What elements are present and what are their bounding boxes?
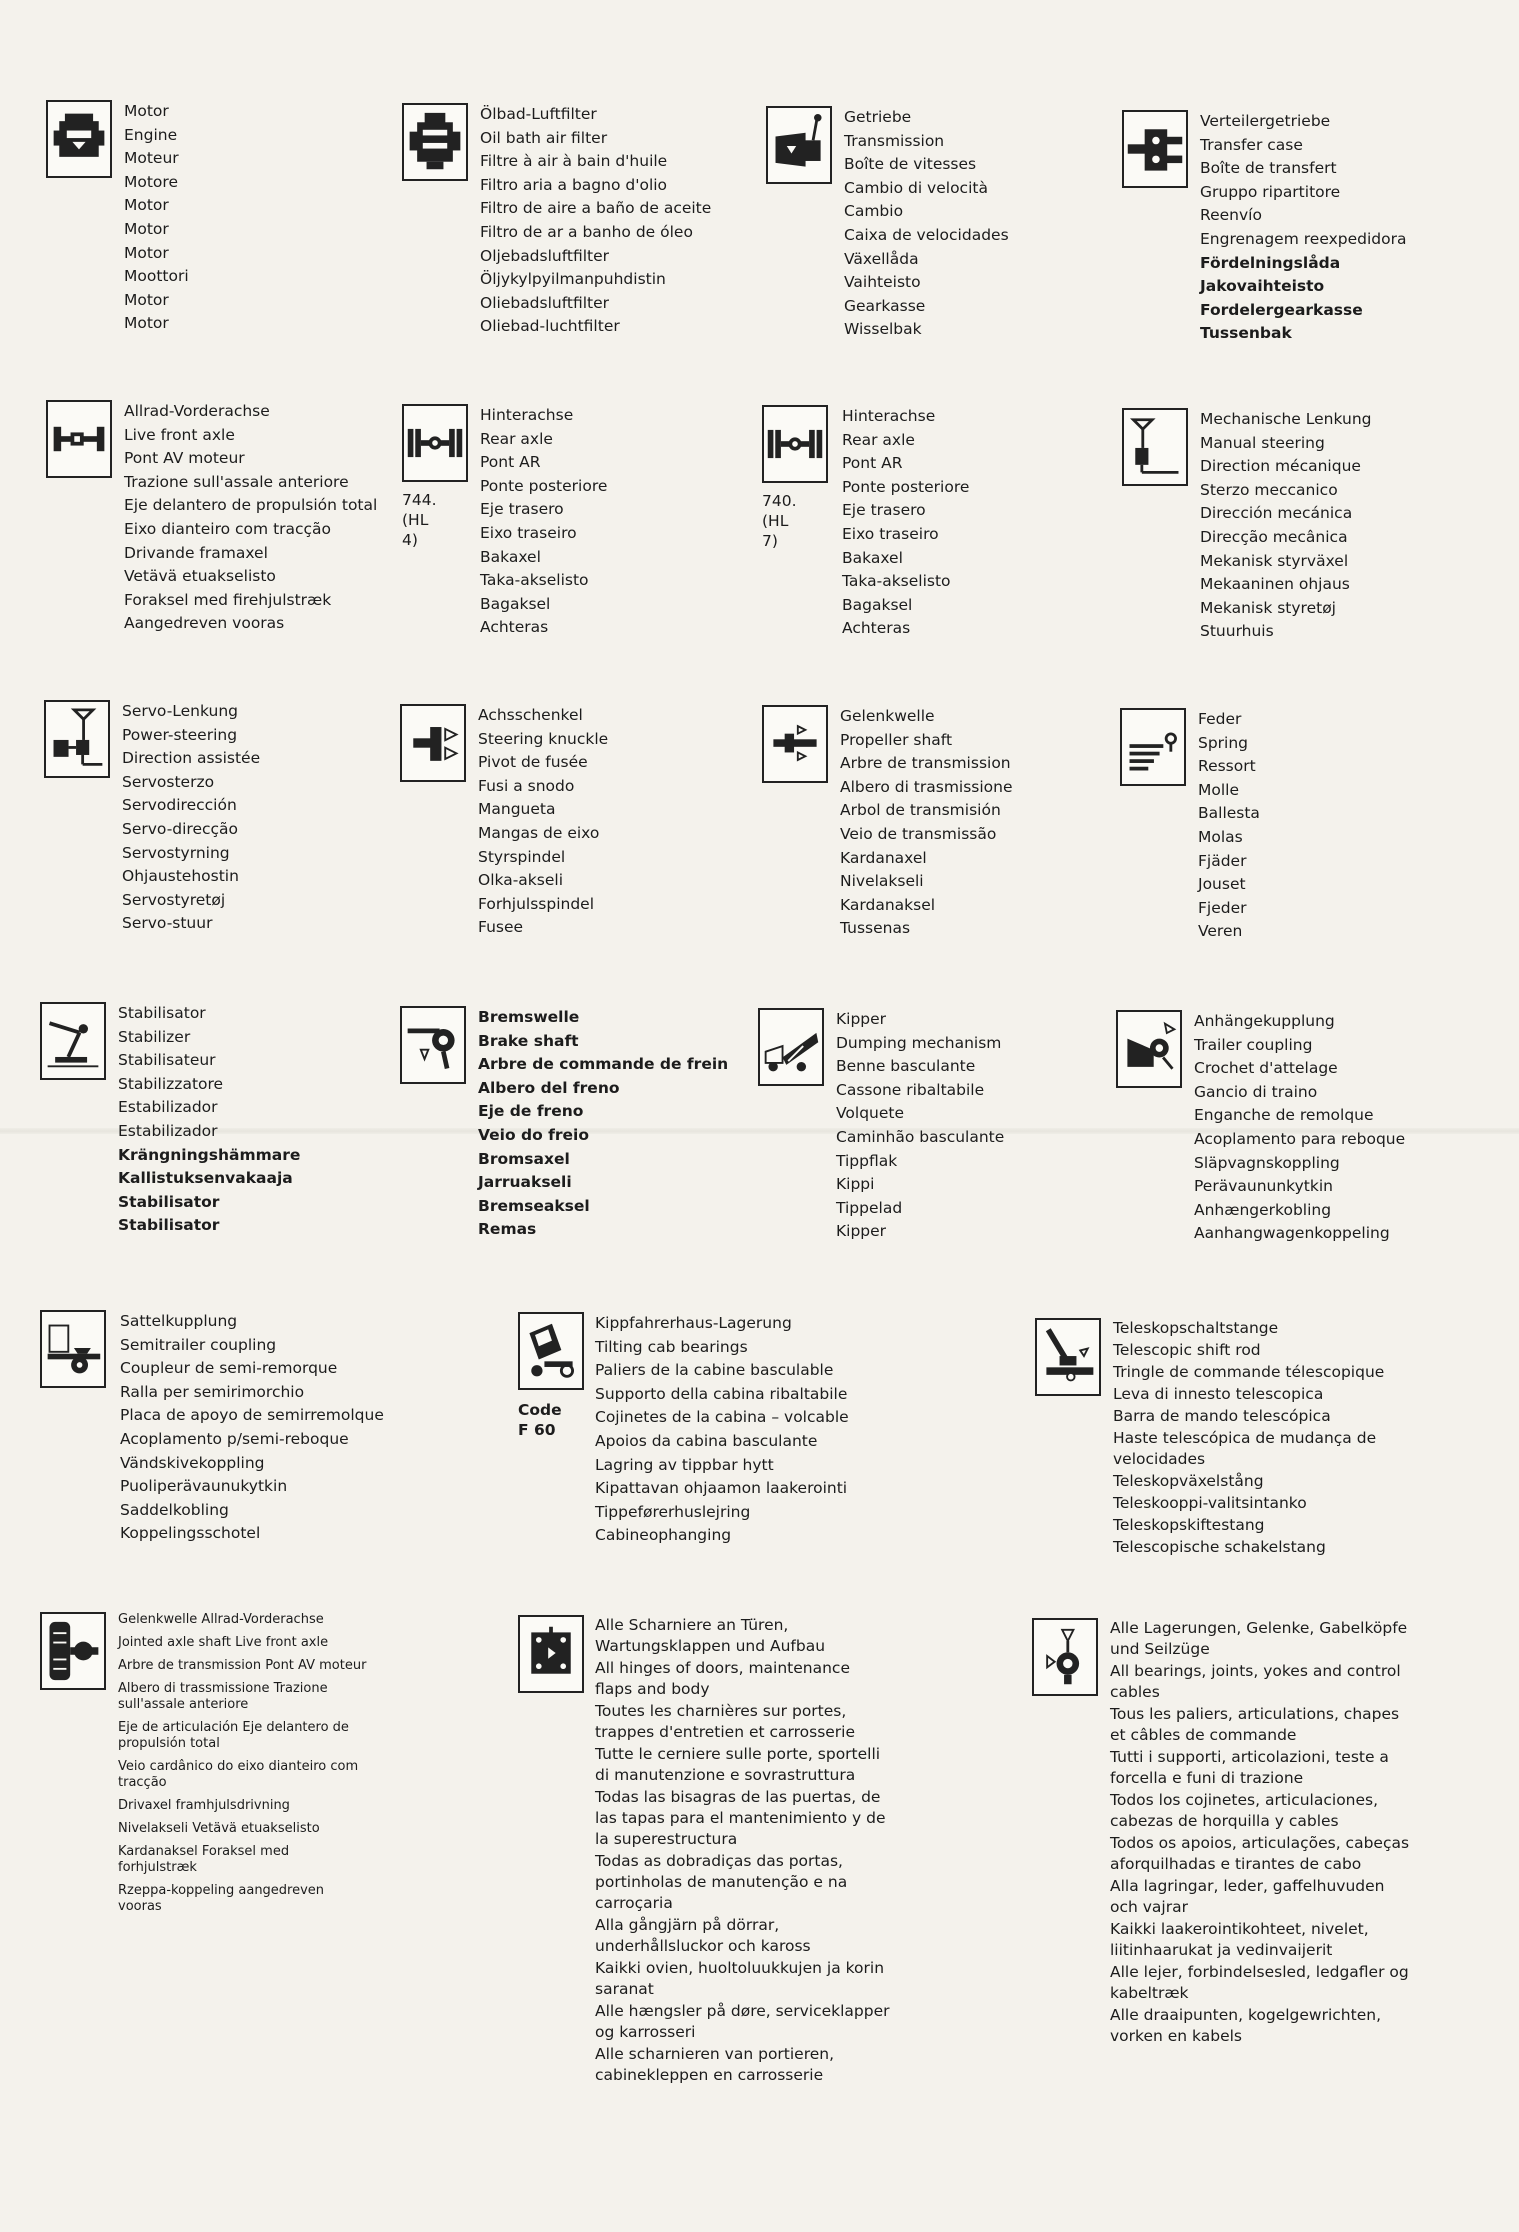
term: Ponte posteriore [480, 476, 608, 495]
term: Kipattavan ohjaamon laakerointi [595, 1479, 848, 1498]
term: Transfer case [1200, 135, 1303, 154]
term: Steering knuckle [478, 729, 609, 748]
term: Servodirección [122, 796, 237, 815]
term: Nivelakseli Vetävä etuakselisto [118, 1821, 320, 1836]
term: Tutte le cerniere sulle porte, sportelli di manutenzione e sovrastruttura [595, 1745, 881, 1784]
term: Alla lagringar, leder, gaffelhuvuden och vajrar [1110, 1877, 1385, 1916]
term: Teleskopskiftestang [1113, 1516, 1265, 1534]
term: Eje de freno [478, 1102, 584, 1121]
term: Engrenagem reexpedidora [1200, 229, 1407, 248]
term: Aangedreven vooras [124, 614, 285, 633]
model-code [518, 1400, 562, 1440]
term: Veio de transmissão [840, 824, 997, 843]
term: Paliers de la cabine basculable [595, 1361, 834, 1380]
term: Trazione sull'assale anteriore [124, 472, 349, 491]
term: Engine [124, 125, 178, 144]
term: Ressort [1198, 757, 1256, 776]
term-list [1110, 1618, 1410, 2048]
term: Getriebe [844, 108, 912, 126]
term: Bromsaxel [478, 1149, 570, 1168]
term: Tussenbak [1200, 324, 1292, 343]
term: Bagaksel [842, 595, 913, 614]
term: Kardanaksel [840, 895, 936, 914]
oil-bath-air-filter-icon [402, 103, 468, 181]
term: Kaikki ovien, huoltoluukkujen ja korin saranat [595, 1959, 885, 1998]
term: Drivande framaxel [124, 543, 268, 562]
term: Kipper [836, 1222, 887, 1241]
term: Servo-stuur [122, 914, 213, 933]
term: Supporto della cabina ribaltabile [595, 1384, 848, 1403]
term: Arbol de transmisión [840, 801, 1001, 820]
term: Haste telescópica de mudança de velocidades [1113, 1429, 1377, 1468]
term: Acoplamento para reboque [1194, 1129, 1406, 1148]
trailer-coupling-icon [1116, 1010, 1182, 1088]
term-list [124, 400, 377, 636]
term: Estabilizador [118, 1098, 218, 1117]
term: Filtro de aire a baño de aceite [480, 199, 712, 218]
hinge-icon [518, 1615, 584, 1693]
term: Oliebad-luchtfilter [480, 317, 620, 336]
term: Alle draaipunten, kogelgewrichten, vorken en kabels [1110, 2006, 1382, 2045]
steering-knuckle-icon [400, 704, 466, 782]
term: Tussenas [840, 919, 911, 938]
spring-icon [1120, 708, 1186, 786]
term: Pont AV moteur [124, 449, 245, 468]
term: Kallistuksenvakaaja [118, 1169, 293, 1188]
term: Växellåda [844, 249, 919, 268]
term: Fusi a snodo [478, 776, 575, 795]
term: Foraksel med firehjulstræk [124, 590, 332, 609]
model-code-line: 740. [762, 492, 797, 510]
term: Achteras [480, 618, 549, 637]
term: Moottori [124, 267, 189, 286]
term: Mekanisk styrväxel [1200, 551, 1349, 570]
term: Albero di trasmissione [840, 777, 1013, 796]
live-front-axle-icon [46, 400, 112, 478]
term: Power-steering [122, 725, 238, 744]
term-list [595, 1312, 849, 1548]
term: Ponte posteriore [842, 477, 970, 496]
term: Todas as dobradiças das portas, portinholas de manutenção e na carroçaria [595, 1852, 848, 1912]
term: Todas las bisagras de las puertas, de las tapas para el mantenimiento y de la superestructura [595, 1788, 886, 1848]
model-code-line: Code [518, 1401, 562, 1419]
term: Tringle de commande télescopique [1113, 1363, 1385, 1381]
term: Placa de apoyo de semirremolque [120, 1406, 384, 1425]
term: Stuurhuis [1200, 622, 1274, 641]
term: Filtro de ar a banho de óleo [480, 222, 693, 241]
term: Motor [124, 196, 169, 215]
term: Oil bath air filter [480, 128, 608, 147]
term: Cambio [844, 202, 904, 221]
term: Jouset [1198, 875, 1246, 894]
term: Fordelergearkasse [1200, 300, 1363, 319]
term: Barra de mando telescópica [1113, 1407, 1331, 1425]
term: Oliebadsluftfilter [480, 293, 610, 312]
term: Ralla per semirimorchio [120, 1382, 305, 1401]
term: Stabilisator [118, 1192, 220, 1211]
term-list [124, 100, 189, 336]
term: Bakaxel [842, 548, 903, 567]
term-list [480, 404, 607, 640]
term-list [840, 705, 1013, 941]
term: Koppelingsschotel [120, 1524, 261, 1543]
term: Pont AR [842, 454, 903, 473]
term: Tutti i supporti, articolazioni, teste a forcella e funi di trazione [1110, 1748, 1389, 1787]
term: Apoios da cabina basculante [595, 1431, 818, 1450]
term: Cojinetes de la cabina – volcable [595, 1408, 849, 1427]
term: Verteilergetriebe [1200, 112, 1331, 130]
term-list [478, 1006, 728, 1242]
term: Bagaksel [480, 594, 551, 613]
term: Boîte de transfert [1200, 159, 1337, 178]
term: Puoliperävaunukytkin [120, 1477, 288, 1496]
term: Anhängekupplung [1194, 1012, 1335, 1030]
term: Styrspindel [478, 847, 566, 866]
term: Molle [1198, 780, 1240, 799]
term: Teleskooppi-valitsintanko [1113, 1494, 1307, 1512]
term: Filtre à air à bain d'huile [480, 152, 668, 171]
term: Rear axle [842, 430, 915, 449]
term: Brake shaft [478, 1031, 579, 1050]
term: Stabilisator [118, 1216, 220, 1235]
term-list [1194, 1010, 1405, 1246]
term: Servostyretøj [122, 890, 226, 909]
term-list [1113, 1318, 1413, 1559]
term: Eje de articulación Eje delantero de propulsión total [118, 1720, 349, 1751]
term-list [122, 700, 260, 936]
dumping-mechanism-icon [758, 1008, 824, 1086]
term: Cassone ribaltabile [836, 1080, 985, 1099]
term: Rzeppa-koppeling aangedreven vooras [118, 1883, 325, 1914]
term: Kippfahrerhaus-Lagerung [595, 1314, 792, 1332]
term: Telescopische schakelstang [1113, 1538, 1326, 1556]
term: Fördelningslåda [1200, 253, 1341, 272]
term: Pont AR [480, 453, 541, 472]
term: Cambio di velocità [844, 178, 988, 197]
model-code [762, 491, 797, 551]
term: Hinterachse [480, 406, 574, 424]
term: Eje trasero [842, 501, 926, 520]
term: Hinterachse [842, 407, 936, 425]
term: Gancio di traino [1194, 1082, 1318, 1101]
term: Eje delantero de propulsión total [124, 496, 378, 515]
term: Transmission [844, 131, 945, 150]
term: Gelenkwelle Allrad-Vorderachse [118, 1612, 324, 1627]
term: Jointed axle shaft Live front axle [118, 1635, 329, 1650]
term: Reenvío [1200, 206, 1262, 225]
term: Propeller shaft [840, 730, 953, 749]
term: Cabineophanging [595, 1526, 732, 1545]
rear-axle-icon [762, 405, 828, 483]
term: Mekaaninen ohjaus [1200, 575, 1350, 594]
model-code-line: (HL 7) [762, 512, 789, 550]
transmission-icon [766, 106, 832, 184]
term-list [478, 704, 608, 940]
term: Rear axle [480, 429, 553, 448]
term: Eje trasero [480, 500, 564, 519]
term: Oljebadsluftfilter [480, 246, 610, 265]
term: Tippeførerhuslejring [595, 1502, 751, 1521]
term: Albero di trassmissione Trazione sull'assale anteriore [118, 1681, 328, 1712]
term: Motor [124, 102, 169, 120]
term-list [120, 1310, 384, 1546]
term: Fjäder [1198, 851, 1247, 870]
term: Mechanische Lenkung [1200, 410, 1372, 428]
term: Lagring av tippbar hytt [595, 1455, 774, 1474]
term: Gearkasse [844, 296, 926, 315]
term: Manual steering [1200, 433, 1325, 452]
term: Tilting cab bearings [595, 1337, 748, 1356]
term: Saddelkobling [120, 1500, 229, 1519]
term: Jakovaihteisto [1200, 277, 1325, 296]
bearings-joints-icon [1032, 1618, 1098, 1696]
term: Taka-akselisto [842, 572, 951, 591]
term: Öljykylpyilmanpuhdistin [480, 270, 666, 289]
term: Achteras [842, 619, 911, 638]
term: Servo-Lenkung [122, 702, 238, 720]
term: Perävaununkytkin [1194, 1177, 1333, 1196]
term: Albero del freno [478, 1078, 620, 1097]
term-list [595, 1615, 891, 2087]
term: Bakaxel [480, 547, 541, 566]
term: Servo-direcção [122, 819, 239, 838]
term-list [836, 1008, 1004, 1244]
term-list [480, 103, 711, 339]
term: Forhjulsspindel [478, 894, 595, 913]
manual-steering-icon [1122, 408, 1188, 486]
term: Gruppo ripartitore [1200, 182, 1341, 201]
term: Alle scharnieren van portieren, cabinekleppen en carrosserie [595, 2045, 835, 2084]
term: Tippelad [836, 1198, 903, 1217]
term: Aanhangwagenkoppeling [1194, 1224, 1390, 1243]
propeller-shaft-icon [762, 705, 828, 783]
term: Dirección mecánica [1200, 504, 1353, 523]
term: Alle Lagerungen, Gelenke, Gabelköpfe und Seilzüge [1110, 1619, 1408, 1658]
term: Sattelkupplung [120, 1312, 238, 1330]
term: Servostyrning [122, 843, 230, 862]
term-list [1200, 408, 1371, 644]
term: Veio cardânico do eixo dianteiro com tracção [118, 1759, 359, 1790]
term: Gelenkwelle [840, 707, 935, 725]
term: Eixo dianteiro com tracção [124, 519, 332, 538]
term: Motor [124, 290, 169, 309]
term: Alle lejer, forbindelsesled, ledgafler og kabeltræk [1110, 1963, 1409, 2002]
term: Volquete [836, 1104, 905, 1123]
term: Kardanaksel Foraksel med forhjulstræk [118, 1844, 290, 1875]
term: Alle hængsler på døre, serviceklapper og karrosseri [595, 2002, 890, 2041]
term: Caixa de velocidades [844, 225, 1009, 244]
term: Achsschenkel [478, 706, 583, 724]
term: Direction mécanique [1200, 457, 1361, 476]
term: Ölbad-Luftfilter [480, 105, 597, 123]
term: Jarruakseli [478, 1173, 572, 1192]
term-list [118, 1612, 368, 1922]
term: Benne basculante [836, 1057, 976, 1076]
term: Eixo traseiro [842, 524, 939, 543]
term: Feder [1198, 710, 1242, 728]
brake-shaft-icon [400, 1006, 466, 1084]
term: Veio do freio [478, 1125, 590, 1144]
term-list [844, 106, 1009, 342]
term: Arbre de transmission [840, 754, 1011, 773]
term: Pivot de fusée [478, 753, 588, 772]
term: Nivelakseli [840, 872, 924, 891]
term: Kippi [836, 1175, 875, 1194]
rear-axle-icon [402, 404, 468, 482]
term: Acoplamento p/semi-reboque [120, 1429, 349, 1448]
term: Alla gångjärn på dörrar, underhållsluckor och kaross [595, 1916, 811, 1955]
term: Filtro aria a bagno d'olio [480, 175, 668, 194]
term: Vändskivekoppling [120, 1453, 265, 1472]
term: Dumping mechanism [836, 1033, 1002, 1052]
transfer-case-icon [1122, 110, 1188, 188]
term: Allrad-Vorderachse [124, 402, 270, 420]
term: Tous les paliers, articulations, chapes et câbles de commande [1110, 1705, 1400, 1744]
term: Motor [124, 243, 169, 262]
term: Telescopic shift rod [1113, 1341, 1261, 1359]
term: Moteur [124, 149, 179, 168]
model-code [402, 490, 437, 550]
term: Sterzo meccanico [1200, 480, 1338, 499]
term: Alle Scharniere an Türen, Wartungsklappen und Aufbau [595, 1616, 826, 1655]
term: Kardanaxel [840, 848, 927, 867]
term: Veren [1198, 922, 1243, 941]
term: Kipper [836, 1010, 887, 1028]
term: Stabilisateur [118, 1051, 216, 1070]
term: Motor [124, 219, 169, 238]
term: Toutes les charnières sur portes, trappes d'entretien et carrosserie [595, 1702, 856, 1741]
term: Olka-akseli [478, 871, 564, 890]
term: Remas [478, 1220, 537, 1239]
term: Motor [124, 314, 169, 333]
term: Boîte de vitesses [844, 155, 977, 174]
term: Stabilisator [118, 1004, 206, 1022]
term: Tippflak [836, 1151, 898, 1170]
term: Estabilizador [118, 1121, 218, 1140]
term: Motore [124, 172, 178, 191]
term: Coupleur de semi-remorque [120, 1359, 338, 1378]
term: Mangas de eixo [478, 823, 600, 842]
term: Caminhão basculante [836, 1127, 1005, 1146]
term: Crochet d'attelage [1194, 1059, 1338, 1078]
model-code-line: (HL 4) [402, 511, 429, 549]
term: Molas [1198, 827, 1243, 846]
term: Fusee [478, 918, 524, 937]
term: Fjeder [1198, 898, 1247, 917]
term: Wisselbak [844, 320, 922, 339]
term: Kaikki laakerointikohteet, nivelet, liitinhaarukat ja vedinvaijerit [1110, 1920, 1369, 1959]
engine-icon [46, 100, 112, 178]
term: Mekanisk styretøj [1200, 598, 1336, 617]
term-list [842, 405, 969, 641]
term: Bremseaksel [478, 1196, 590, 1215]
term: Servosterzo [122, 772, 215, 791]
term: Ohjaustehostin [122, 867, 239, 886]
jointed-axle-shaft-icon [40, 1612, 106, 1690]
tilting-cab-icon [518, 1312, 584, 1390]
model-code-line: F 60 [518, 1421, 556, 1439]
term: Todos los cojinetes, articulaciones, cabezas de horquilla y cables [1110, 1791, 1379, 1830]
term: Stabilizer [118, 1027, 191, 1046]
term-list [1198, 708, 1260, 944]
telescopic-shift-rod-icon [1035, 1318, 1101, 1396]
term: Arbre de commande de frein [478, 1055, 729, 1074]
term: Vetävä etuakselisto [124, 567, 276, 586]
term: Eixo traseiro [480, 523, 577, 542]
term: Stabilizzatore [118, 1074, 224, 1093]
term: Krängningshämmare [118, 1145, 301, 1164]
term: Direcção mecânica [1200, 527, 1348, 546]
term: Todos os apoios, articulações, cabeças aforquilhadas e tirantes de cabo [1110, 1834, 1410, 1873]
model-code-line: 744. [402, 491, 437, 509]
term: Enganche de remolque [1194, 1106, 1374, 1125]
term: Direction assistée [122, 749, 261, 768]
term: Semitrailer coupling [120, 1335, 277, 1354]
term: All bearings, joints, yokes and control cables [1110, 1662, 1401, 1701]
term: Drivaxel framhjulsdrivning [118, 1798, 290, 1813]
term: Live front axle [124, 425, 235, 444]
term: Arbre de transmission Pont AV moteur [118, 1658, 367, 1673]
term-list [118, 1002, 300, 1238]
term: Mangueta [478, 800, 556, 819]
term: Bremswelle [478, 1008, 580, 1026]
power-steering-icon [44, 700, 110, 778]
term: Taka-akselisto [480, 571, 589, 590]
term: Spring [1198, 733, 1249, 752]
term: Anhængerkobling [1194, 1200, 1332, 1219]
term: Trailer coupling [1194, 1035, 1313, 1054]
semitrailer-coupling-icon [40, 1310, 106, 1388]
term: All hinges of doors, maintenance flaps and body [595, 1659, 850, 1698]
stabilizer-icon [40, 1002, 106, 1080]
term: Leva di innesto telescopica [1113, 1385, 1324, 1403]
term: Teleskopschaltstange [1113, 1319, 1279, 1337]
term: Ballesta [1198, 804, 1260, 823]
term-list [1200, 110, 1406, 346]
term: Släpvagnskoppling [1194, 1153, 1340, 1172]
term: Vaihteisto [844, 273, 921, 292]
term: Teleskopväxelstång [1113, 1472, 1264, 1490]
